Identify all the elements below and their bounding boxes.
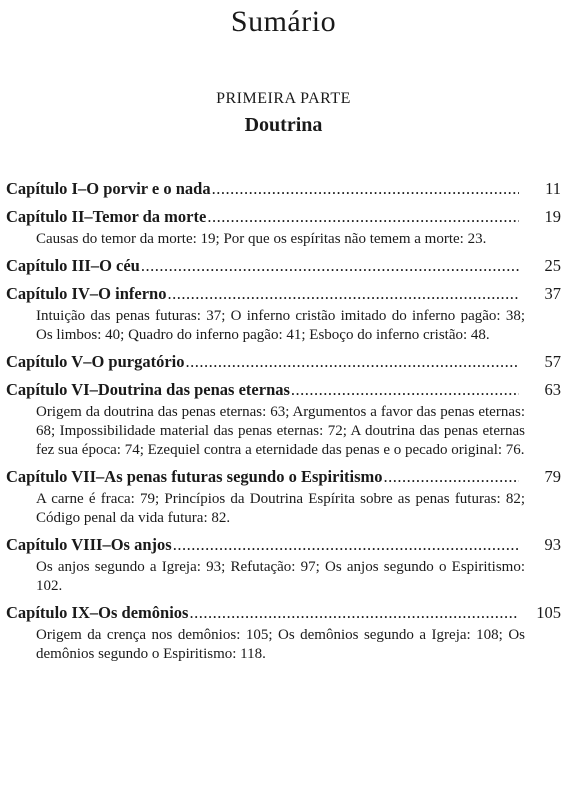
dot-leader <box>189 602 519 624</box>
chapter-line[interactable] <box>6 466 561 488</box>
toc-entry <box>6 602 561 664</box>
chapter-separator: – <box>83 352 92 371</box>
chapter-line[interactable] <box>6 602 561 624</box>
dot-leader <box>384 466 519 488</box>
subtopics: Origem da doutrina das penas eternas: 63; Argumentos a favor das penas eternas: 68; Impossibilidade material das penas eternas: 72; A doutrina das penas eternas fez sua época: 74; Ezequiel contra a eternidade das penas e o pecado original: 76. <box>36 404 525 458</box>
page-number: 79 <box>544 467 561 486</box>
chapter-title: O céu <box>99 256 140 275</box>
page-number: 105 <box>536 603 561 622</box>
page-title: Sumário <box>230 5 337 38</box>
table-of-contents <box>6 178 561 670</box>
dot-leader <box>185 351 519 373</box>
chapter-separator: – <box>89 284 99 303</box>
dot-leader <box>291 379 519 401</box>
dot-leader <box>212 178 519 200</box>
chapter-title: As penas futuras segundo o Espiritismo <box>104 467 383 486</box>
page-number: 57 <box>544 352 561 371</box>
chapter-separator: – <box>84 207 93 226</box>
toc-entry <box>6 283 561 345</box>
subtopics: A carne é fraca: 79; Princípios da Doutrina Espírita sobre as penas futuras: 82; Código penal da vida futura: 82. <box>36 491 525 526</box>
chapter-line[interactable] <box>6 379 561 401</box>
chapter-label: Capítulo IV <box>6 284 90 303</box>
chapter-separator: – <box>96 467 105 486</box>
chapter-title: O purgatório <box>91 352 185 371</box>
chapter-title: Temor da morte <box>92 207 207 226</box>
toc-entry <box>6 351 561 373</box>
chapter-label: Capítulo VII <box>6 467 97 486</box>
chapter-label: Capítulo VIII <box>6 535 103 554</box>
part-title: Doutrina <box>244 114 323 136</box>
chapter-line[interactable] <box>6 283 561 305</box>
chapter-label: Capítulo III <box>6 256 91 275</box>
chapter-title: O inferno <box>98 284 167 303</box>
page-number: 25 <box>544 256 561 275</box>
dot-leader <box>207 206 519 228</box>
chapter-label: Capítulo V <box>6 352 84 371</box>
subtopics: Origem da crença nos demônios: 105; Os demônios segundo a Igreja: 108; Os demônios segundo o Espiritismo: 118. <box>36 627 525 662</box>
dot-leader <box>141 255 519 277</box>
dot-leader <box>167 283 519 305</box>
page-number: 11 <box>545 179 561 198</box>
chapter-separator: – <box>90 256 100 275</box>
part-label: PRIMEIRA PARTE <box>216 90 351 107</box>
toc-entry <box>6 206 561 249</box>
chapter-title: O porvir e o nada <box>86 179 211 198</box>
toc-entry <box>6 534 561 596</box>
toc-entry <box>6 178 561 200</box>
page-number: 93 <box>544 535 561 554</box>
toc-entry <box>6 255 561 277</box>
chapter-label: Capítulo II <box>6 207 85 226</box>
toc-entry <box>6 379 561 460</box>
chapter-label: Capítulo VI <box>6 380 90 399</box>
chapter-line[interactable] <box>6 255 561 277</box>
subtopics: Causas do temor da morte: 19; Por que os espíritas não temem a morte: 23. <box>36 231 487 247</box>
subtopics: Intuição das penas futuras: 37; O inferno cristão imitado do inferno pagão: 38; Os limbos: 40; Quadro do inferno pagão: 41; Esboço do inferno cristão: 48. <box>36 308 525 343</box>
chapter-separator: – <box>89 603 99 622</box>
chapter-title: Os anjos <box>110 535 172 554</box>
chapter-label: Capítulo IX <box>6 603 90 622</box>
dot-leader <box>173 534 519 556</box>
chapter-label: Capítulo I <box>6 179 78 198</box>
chapter-line[interactable] <box>6 178 561 200</box>
chapter-title: Os demônios <box>98 603 189 622</box>
chapter-separator: – <box>89 380 98 399</box>
chapter-separator: – <box>77 179 87 198</box>
chapter-separator: – <box>102 535 111 554</box>
page-number: 63 <box>544 380 561 399</box>
page-number: 37 <box>544 284 561 303</box>
chapter-line[interactable] <box>6 351 561 373</box>
chapter-title: Doutrina das penas eternas <box>97 380 290 399</box>
toc-entry <box>6 466 561 528</box>
subtopics: Os anjos segundo a Igreja: 93; Refutação: 97; Os anjos segundo o Espiritismo: 102. <box>36 559 525 594</box>
chapter-line[interactable] <box>6 534 561 556</box>
chapter-line[interactable] <box>6 206 561 228</box>
page-number: 19 <box>544 207 561 226</box>
